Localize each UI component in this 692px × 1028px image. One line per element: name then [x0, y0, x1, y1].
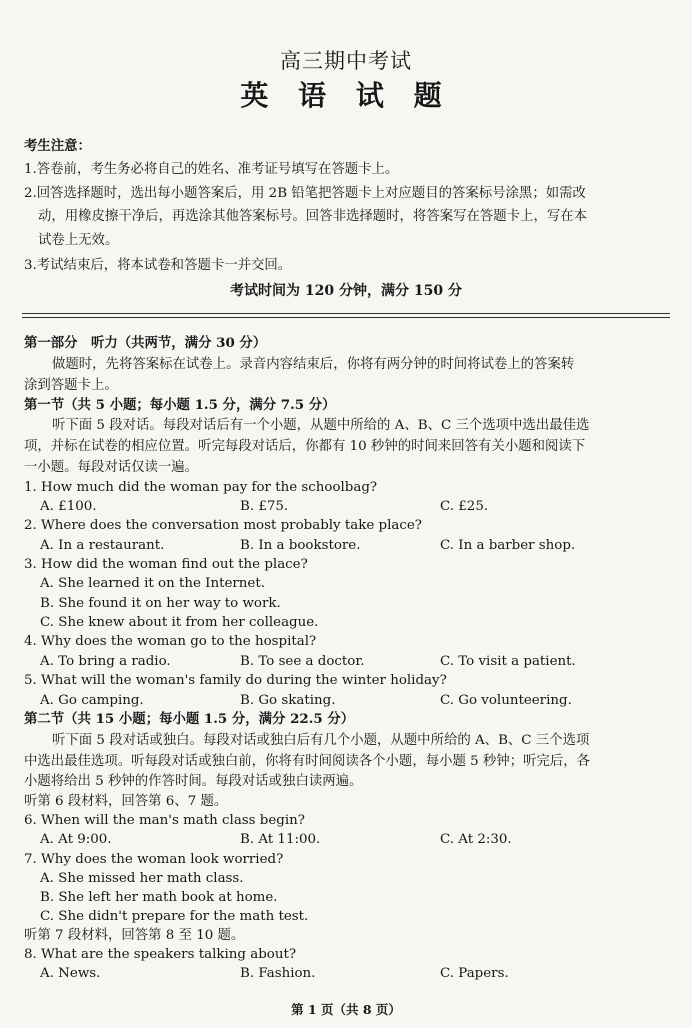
option-b: B. She left her math book at home. [40, 890, 278, 905]
option-c: C. To visit a patient. [440, 654, 576, 669]
part1-intro: 涂到答题卡上。 [24, 378, 118, 393]
section2-heading: 第二节（共 15 小题；每小题 1.5 分，满分 22.5 分） [24, 711, 355, 727]
question-stem: 1. How much did the woman pay for the schoolbag? [24, 480, 378, 495]
option-b: B. Fashion. [240, 966, 316, 981]
option-a: A. At 9:00. [40, 832, 112, 847]
option-b: B. To see a doctor. [240, 654, 365, 669]
option-c: C. In a barber shop. [440, 538, 576, 553]
option-a: A. She learned it on the Internet. [40, 576, 265, 591]
option-b: B. £75. [240, 499, 289, 514]
notice-heading: 考生注意： [24, 138, 91, 154]
section1-intro: 一小题。每段对话仅读一遍。 [24, 460, 199, 475]
notice-item: 试卷上无效。 [38, 233, 119, 248]
section1-intro: 项，并标在试卷的相应位置。听完每段对话后，你都有 10 秒钟的时间来回答有关小题和阅读下 [24, 439, 586, 454]
option-a: A. News. [40, 966, 101, 981]
option-a: A. £100. [40, 499, 97, 514]
section1-intro: 听下面 5 段对话。每段对话后有一个小题，从题中所给的 A、B、C 三个选项中选出最佳选 [52, 418, 590, 433]
part1-intro: 做题时，先将答案标在试卷上。录音内容结束后，你将有两分钟的时间将试卷上的答案转 [52, 357, 575, 372]
question-stem: 5. What will the woman's family do during the winter holiday? [24, 673, 447, 688]
option-a: A. Go camping. [40, 693, 144, 708]
notice-item: 动，用橡皮擦干净后，再选涂其他答案标号。回答非选择题时，将答案写在答题卡上，写在本 [38, 209, 588, 224]
divider [22, 313, 670, 314]
section2-intro: 听下面 5 段对话或独白。每段对话或独白后有几个小题，从题中所给的 A、B、C 三个选项 [52, 733, 590, 748]
section1-heading: 第一节（共 5 小题；每小题 1.5 分，满分 7.5 分） [24, 397, 336, 413]
part1-heading: 第一部分 听力（共两节，满分 30 分） [24, 335, 267, 351]
material-note: 听第 6 段材料，回答第 6、7 题。 [24, 794, 228, 809]
option-a: A. She missed her math class. [40, 871, 244, 886]
option-b: B. In a bookstore. [240, 538, 361, 553]
section2-intro: 中选出最佳选项。听每段对话或独白前，你将有时间阅读各个小题，每小题 5 秒钟；听完后，各 [24, 754, 591, 769]
option-a: A. To bring a radio. [40, 654, 171, 669]
question-stem: 4. Why does the woman go to the hospital? [24, 634, 317, 649]
option-c: C. At 2:30. [440, 832, 512, 847]
notice-item: 1.答卷前，考生务必将自己的姓名、准考证号填写在答题卡上。 [24, 162, 399, 177]
section2-intro: 小题将给出 5 秒钟的作答时间。每段对话或独白读两遍。 [24, 774, 363, 789]
option-b: B. She found it on her way to work. [40, 596, 281, 611]
subject-title: 英 语 试 题 [240, 79, 452, 112]
exam-time-info: 考试时间为 120 分钟，满分 150 分 [230, 283, 462, 299]
option-c: C. Papers. [440, 966, 509, 981]
option-c: C. She didn't prepare for the math test. [40, 909, 309, 924]
question-stem: 7. Why does the woman look worried? [24, 852, 284, 867]
exam-title: 高三期中考试 [280, 49, 412, 73]
option-c: C. Go volunteering. [440, 693, 572, 708]
question-stem: 2. Where does the conversation most probably take place? [24, 518, 422, 533]
option-a: A. In a restaurant. [40, 538, 165, 553]
divider [22, 317, 670, 318]
question-stem: 6. When will the man's math class begin? [24, 813, 305, 828]
page-number: 第 1 页（共 8 页） [291, 1002, 401, 1017]
notice-item: 2.回答选择题时，选出每小题答案后，用 2B 铅笔把答题卡上对应题目的答案标号涂黑；如需改 [24, 186, 586, 201]
question-stem: 3. How did the woman find out the place? [24, 557, 308, 572]
option-b: B. Go skating. [240, 693, 336, 708]
material-note: 听第 7 段材料，回答第 8 至 10 题。 [24, 928, 245, 943]
option-b: B. At 11:00. [240, 832, 321, 847]
option-c: C. She knew about it from her colleague. [40, 615, 319, 630]
option-c: C. £25. [440, 499, 489, 514]
notice-item: 3.考试结束后，将本试卷和答题卡一并交回。 [24, 258, 292, 273]
question-stem: 8. What are the speakers talking about? [24, 947, 297, 962]
